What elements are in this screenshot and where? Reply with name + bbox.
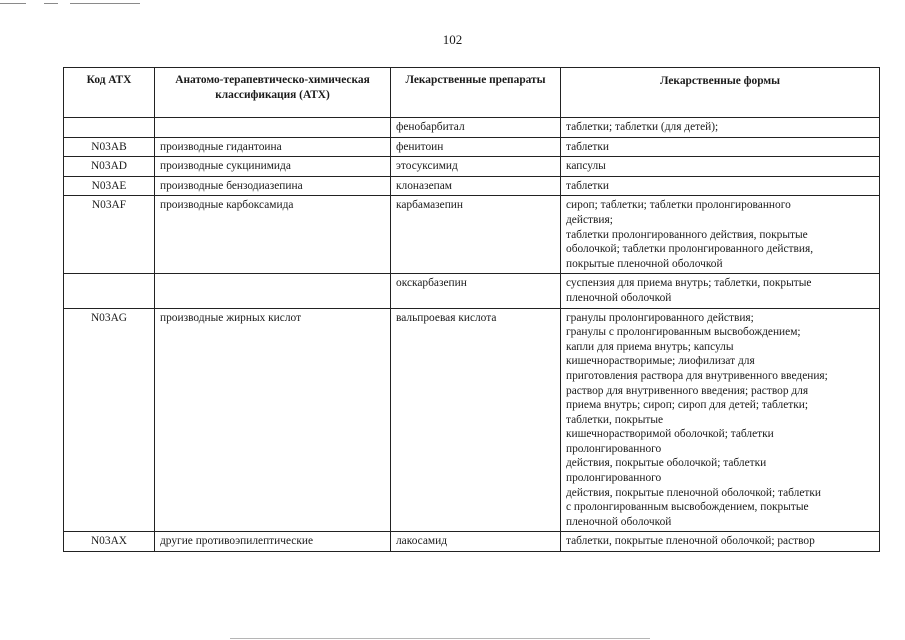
dosage-form-line: таблетки [566,140,610,153]
classification-cell [155,274,391,308]
drug-cell: лакосамид [391,532,561,552]
atx-code-cell: N03AX [64,532,155,552]
dosage-form-line: таблетки; таблетки (для детей); [566,121,719,133]
atx-code-cell [64,118,155,138]
header-forms: Лекарственные формы [561,68,880,118]
table-row [64,196,880,274]
atx-code-cell: N03AG [64,308,155,532]
atx-code-cell: N03AD [64,157,155,177]
dosage-forms-cell [561,196,880,274]
dosage-form-line: оболочкой; таблетки пролонгированного действия, [566,243,814,256]
dosage-forms-cell [561,137,880,157]
dosage-form-line: капли для приема внутрь; капсулы [566,340,734,353]
dosage-form-line: раствор для внутривенного введения; раствор для [566,384,809,397]
dosage-form-line: пленочной оболочкой [566,515,672,528]
classification-cell: производные гидантоина [155,137,391,157]
classification-cell: другие противоэпилептические [155,532,391,552]
drug-cell: клоназепам [391,176,561,196]
table-row [64,274,880,308]
dosage-form-line: кишечнорастворимой оболочкой; таблетки [566,428,774,441]
dosage-form-line: гранулы с пролонгированным высвобождением; [566,326,801,339]
drug-cell: фенобарбитал [391,118,561,138]
atx-code-cell: N03AB [64,137,155,157]
dosage-form-line: с пролонгированным высвобождением, покрытые [566,501,809,514]
drug-cell: окскарбазепин [391,274,561,308]
dosage-form-line: таблетки, покрытые пленочной оболочкой; раствор [566,535,815,548]
drug-cell: карбамазепин [391,196,561,274]
classification-cell [155,118,391,138]
dosage-form-line: действия; [566,213,613,226]
dosage-forms-cell [561,274,880,308]
header-classification: Анатомо-терапевтическо-химическая классификация (АТХ) [155,68,391,118]
dosage-form-line: пролонгированного [566,442,662,455]
atx-code-cell: N03AE [64,176,155,196]
dosage-form-line: таблетки пролонгированного действия, покрытые [566,228,808,241]
table-header-row [64,68,880,118]
table-row [64,308,880,532]
dosage-forms-cell [561,157,880,177]
dosage-form-line: приема внутрь; сироп; сироп для детей; таблетки; [566,399,809,412]
dosage-forms-cell [561,118,880,138]
dosage-form-line: пленочной оболочкой [566,291,672,304]
header-drugs: Лекарственные препараты [391,68,561,118]
header-code: Код АТХ [64,68,155,118]
dosage-form-line: капсулы [566,160,606,173]
table-row [64,118,880,138]
scan-edge-mark [70,3,140,4]
dosage-form-line: таблетки, покрытые [566,413,664,426]
atx-code-cell [64,274,155,308]
scan-edge-mark [230,638,650,639]
dosage-form-line: суспензия для приема внутрь; таблетки, покрытые [566,277,812,290]
dosage-form-line: сироп; таблетки; таблетки пролонгированного [566,199,791,212]
scan-edge-mark [44,3,58,4]
dosage-forms-cell [561,308,880,532]
drug-cell: вальпроевая кислота [391,308,561,532]
dosage-form-line: гранулы пролонгированного действия; [566,311,754,324]
dosage-form-line: приготовления раствора для внутривенного введения; [566,369,828,382]
table-row [64,532,880,552]
atx-code-cell: N03AF [64,196,155,274]
dosage-form-line: покрытые пленочной оболочкой [566,257,723,270]
dosage-forms-cell [561,176,880,196]
classification-cell: производные бензодиазепина [155,176,391,196]
dosage-form-line: действия, покрытые пленочной оболочкой; таблетки [566,486,822,499]
scan-edge-mark [0,3,26,4]
dosage-form-line: действия, покрытые оболочкой; таблетки [566,457,767,470]
classification-cell: производные карбоксамида [155,196,391,274]
drug-cell: фенитоин [391,137,561,157]
atx-classification-table [63,67,880,552]
dosage-form-line: таблетки [566,179,610,192]
table-row [64,157,880,177]
table-row [64,176,880,196]
page-number: 102 [442,32,463,47]
dosage-form-line: кишечнорастворимые; лиофилизат для [566,355,755,368]
classification-cell: производные сукцинимида [155,157,391,177]
dosage-forms-cell [561,532,880,552]
dosage-form-line: пролонгированного [566,472,662,485]
table-row [64,137,880,157]
table-body [64,118,880,552]
classification-cell: производные жирных кислот [155,308,391,532]
drug-cell: этосуксимид [391,157,561,177]
